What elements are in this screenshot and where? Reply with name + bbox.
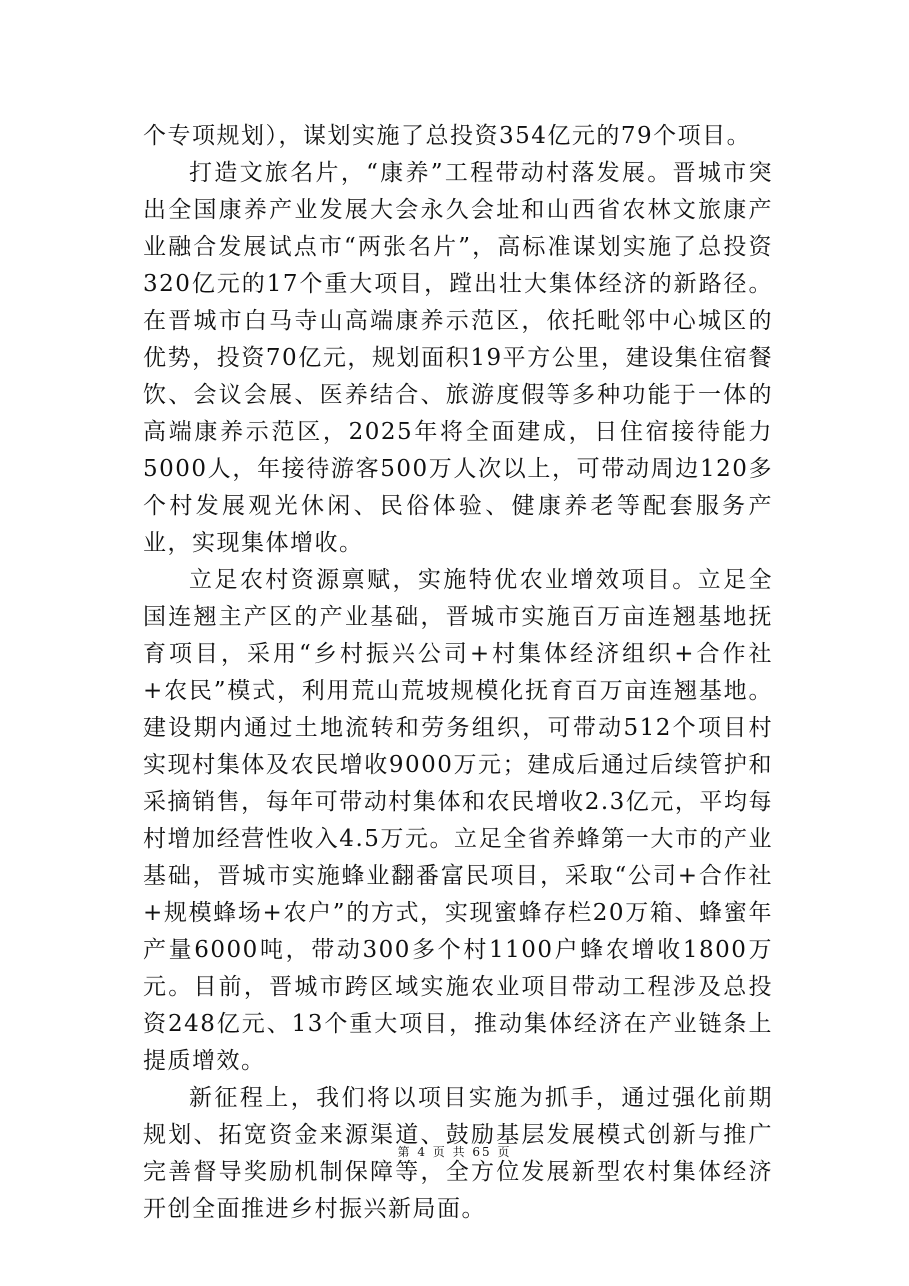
paragraph-agriculture: 立足农村资源禀赋，实施特优农业增效项目。立足全国连翘主产区的产业基础，晋城市实施百万亩连翘基地抚育项目，采用“乡村振兴公司+村集体经济组织+合作社+农民”模式，利用荒山荒坡规模化抚育百万亩连翘基地。建设期内通过土地流转和劳务组织，可带动512个项目村实现村集体及农民增收9000万元；建成后通过后续管护和采摘销售，每年可带动村集体和农民增收2.3亿元，平均每村增加经营性收入4.5万元。立足全省养蜂第一大市的产业基础，晋城市实施蜂业翻番富民项目，采取“公司+合作社+规模蜂场+农户”的方式，实现蜜蜂存栏20万箱、蜂蜜年产量6000吨，带动300多个村1100户蜂农增收1800万元。目前，晋城市跨区域实施农业项目带动工程涉及总投资248亿元、13个重大项目，推动集体经济在产业链条上提质增效。 bbox=[143, 567, 773, 1074]
paragraph-continuation: 个专项规划），谋划实施了总投资354亿元的79个项目。 bbox=[143, 123, 752, 149]
paragraph-culture-tourism: 打造文旅名片，“康养”工程带动村落发展。晋城市突出全国康养产业发展大会永久会址和山西省农林文旅康产业融合发展试点市“两张名片”，高标准谋划实施了总投资320亿元的17个重大项目，蹚出壮大集体经济的新路径。在晋城市白马寺山高端康养示范区，依托毗邻中心城区的优势，投资70亿元，规划面积19平方公里，建设集住宿餐饮、会议会展、医养结合、旅游度假等多种功能于一体的高端康养示范区，2025年将全面建成，日住宿接待能力5000人，年接待游客500万人次以上，可带动周边120多个村发展观光休闲、民俗体验、健康养老等配套服务产业，实现集体增收。 bbox=[143, 160, 773, 556]
paragraph-conclusion: 新征程上，我们将以项目实施为抓手，通过强化前期规划、拓宽资金来源渠道、鼓励基层发展模式创新与推广完善督导奖励机制保障等，全方位发展新型农村集体经济开创全面推进乡村振兴新局面。 bbox=[143, 1085, 773, 1222]
page-number-footer: 第 4 页 共 65 页 bbox=[397, 1145, 512, 1159]
document-body bbox=[143, 118, 773, 1228]
